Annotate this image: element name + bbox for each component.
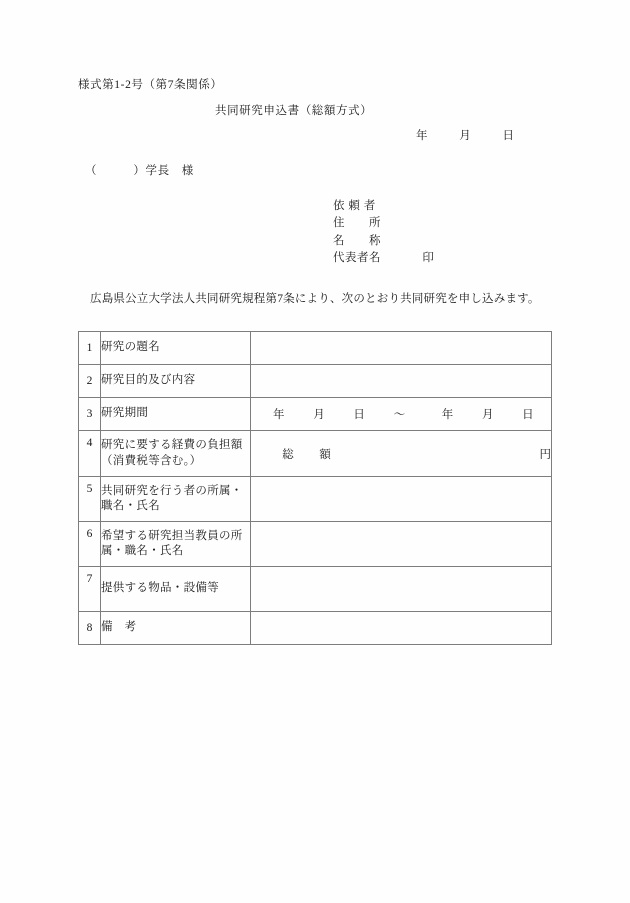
row-number: 7	[79, 567, 101, 612]
table-row	[79, 365, 552, 398]
period-end-day: 日	[522, 409, 534, 421]
period-start-month: 月	[313, 409, 325, 421]
row-label: 希望する研究担当教員の所属・職名・氏名	[101, 522, 251, 567]
requester-address-label: 住 所	[333, 217, 381, 230]
period-start-day: 日	[353, 409, 366, 421]
period-range	[251, 406, 551, 422]
table-row	[79, 612, 552, 645]
addressee-line: （ ）学長 様	[85, 165, 194, 177]
row-number: 6	[79, 522, 101, 567]
requester-label: 依 頼 者	[333, 200, 376, 212]
form-number: 様式第1‐2号（第7条関係）	[78, 79, 223, 91]
row-input-equipment[interactable]	[251, 567, 552, 612]
row-number: 4	[79, 431, 101, 477]
cost-split-table	[251, 431, 551, 476]
row-number: 8	[79, 612, 101, 645]
row-input-remarks[interactable]	[251, 612, 552, 645]
row-input-title[interactable]	[251, 332, 552, 365]
date-day-label: 日	[502, 130, 514, 142]
row-number: 3	[79, 398, 101, 431]
row-label: 提供する物品・設備等	[101, 567, 251, 612]
row-input-period[interactable]	[251, 398, 552, 431]
table-row	[79, 398, 552, 431]
intro-paragraph: 広島県公立大学法人共同研究規程第7条により、次のとおり共同研究を申し込みます。	[90, 293, 540, 305]
period-start-year: 年	[273, 409, 285, 421]
table-row	[79, 431, 552, 477]
requester-representative-row	[333, 250, 434, 267]
requester-name-label: 名 称	[333, 234, 381, 247]
date-line	[416, 127, 514, 143]
row-label: 研究に要する経費の負担額（消費税等含む。）	[101, 431, 251, 477]
application-form-table	[78, 331, 552, 645]
table-row	[79, 567, 552, 612]
row-label: 研究期間	[101, 398, 251, 431]
table-row	[79, 522, 552, 567]
row-label: 備 考	[101, 612, 251, 645]
row-label: 共同研究を行う者の所属・職名・氏名	[101, 477, 251, 522]
requester-block	[333, 198, 434, 268]
cost-split-row	[251, 431, 551, 476]
row-number: 1	[79, 332, 101, 365]
date-year-label: 年	[416, 130, 428, 142]
row-cost-cell	[251, 431, 552, 477]
table-row	[79, 332, 552, 365]
row-label: 研究の題名	[101, 332, 251, 365]
requester-representative-label: 代表者名	[333, 252, 381, 265]
cost-total-label: 総 額	[282, 448, 338, 461]
table-row	[79, 477, 552, 522]
period-range-mark: ～	[393, 409, 406, 421]
seal-mark-icon: 印	[422, 252, 435, 265]
cost-currency-unit: 円	[539, 448, 551, 461]
row-input-desired-faculty[interactable]	[251, 522, 552, 567]
row-number: 5	[79, 477, 101, 522]
document-title: 共同研究申込書（総額方式）	[215, 105, 373, 117]
row-input-purpose[interactable]	[251, 365, 552, 398]
row-number: 2	[79, 365, 101, 398]
period-end-year: 年	[441, 409, 454, 421]
row-input-participants[interactable]	[251, 477, 552, 522]
row-label: 研究目的及び内容	[101, 365, 251, 398]
date-month-label: 月	[459, 130, 471, 142]
period-end-month: 月	[481, 409, 494, 421]
cost-amount-input[interactable]	[362, 431, 551, 476]
